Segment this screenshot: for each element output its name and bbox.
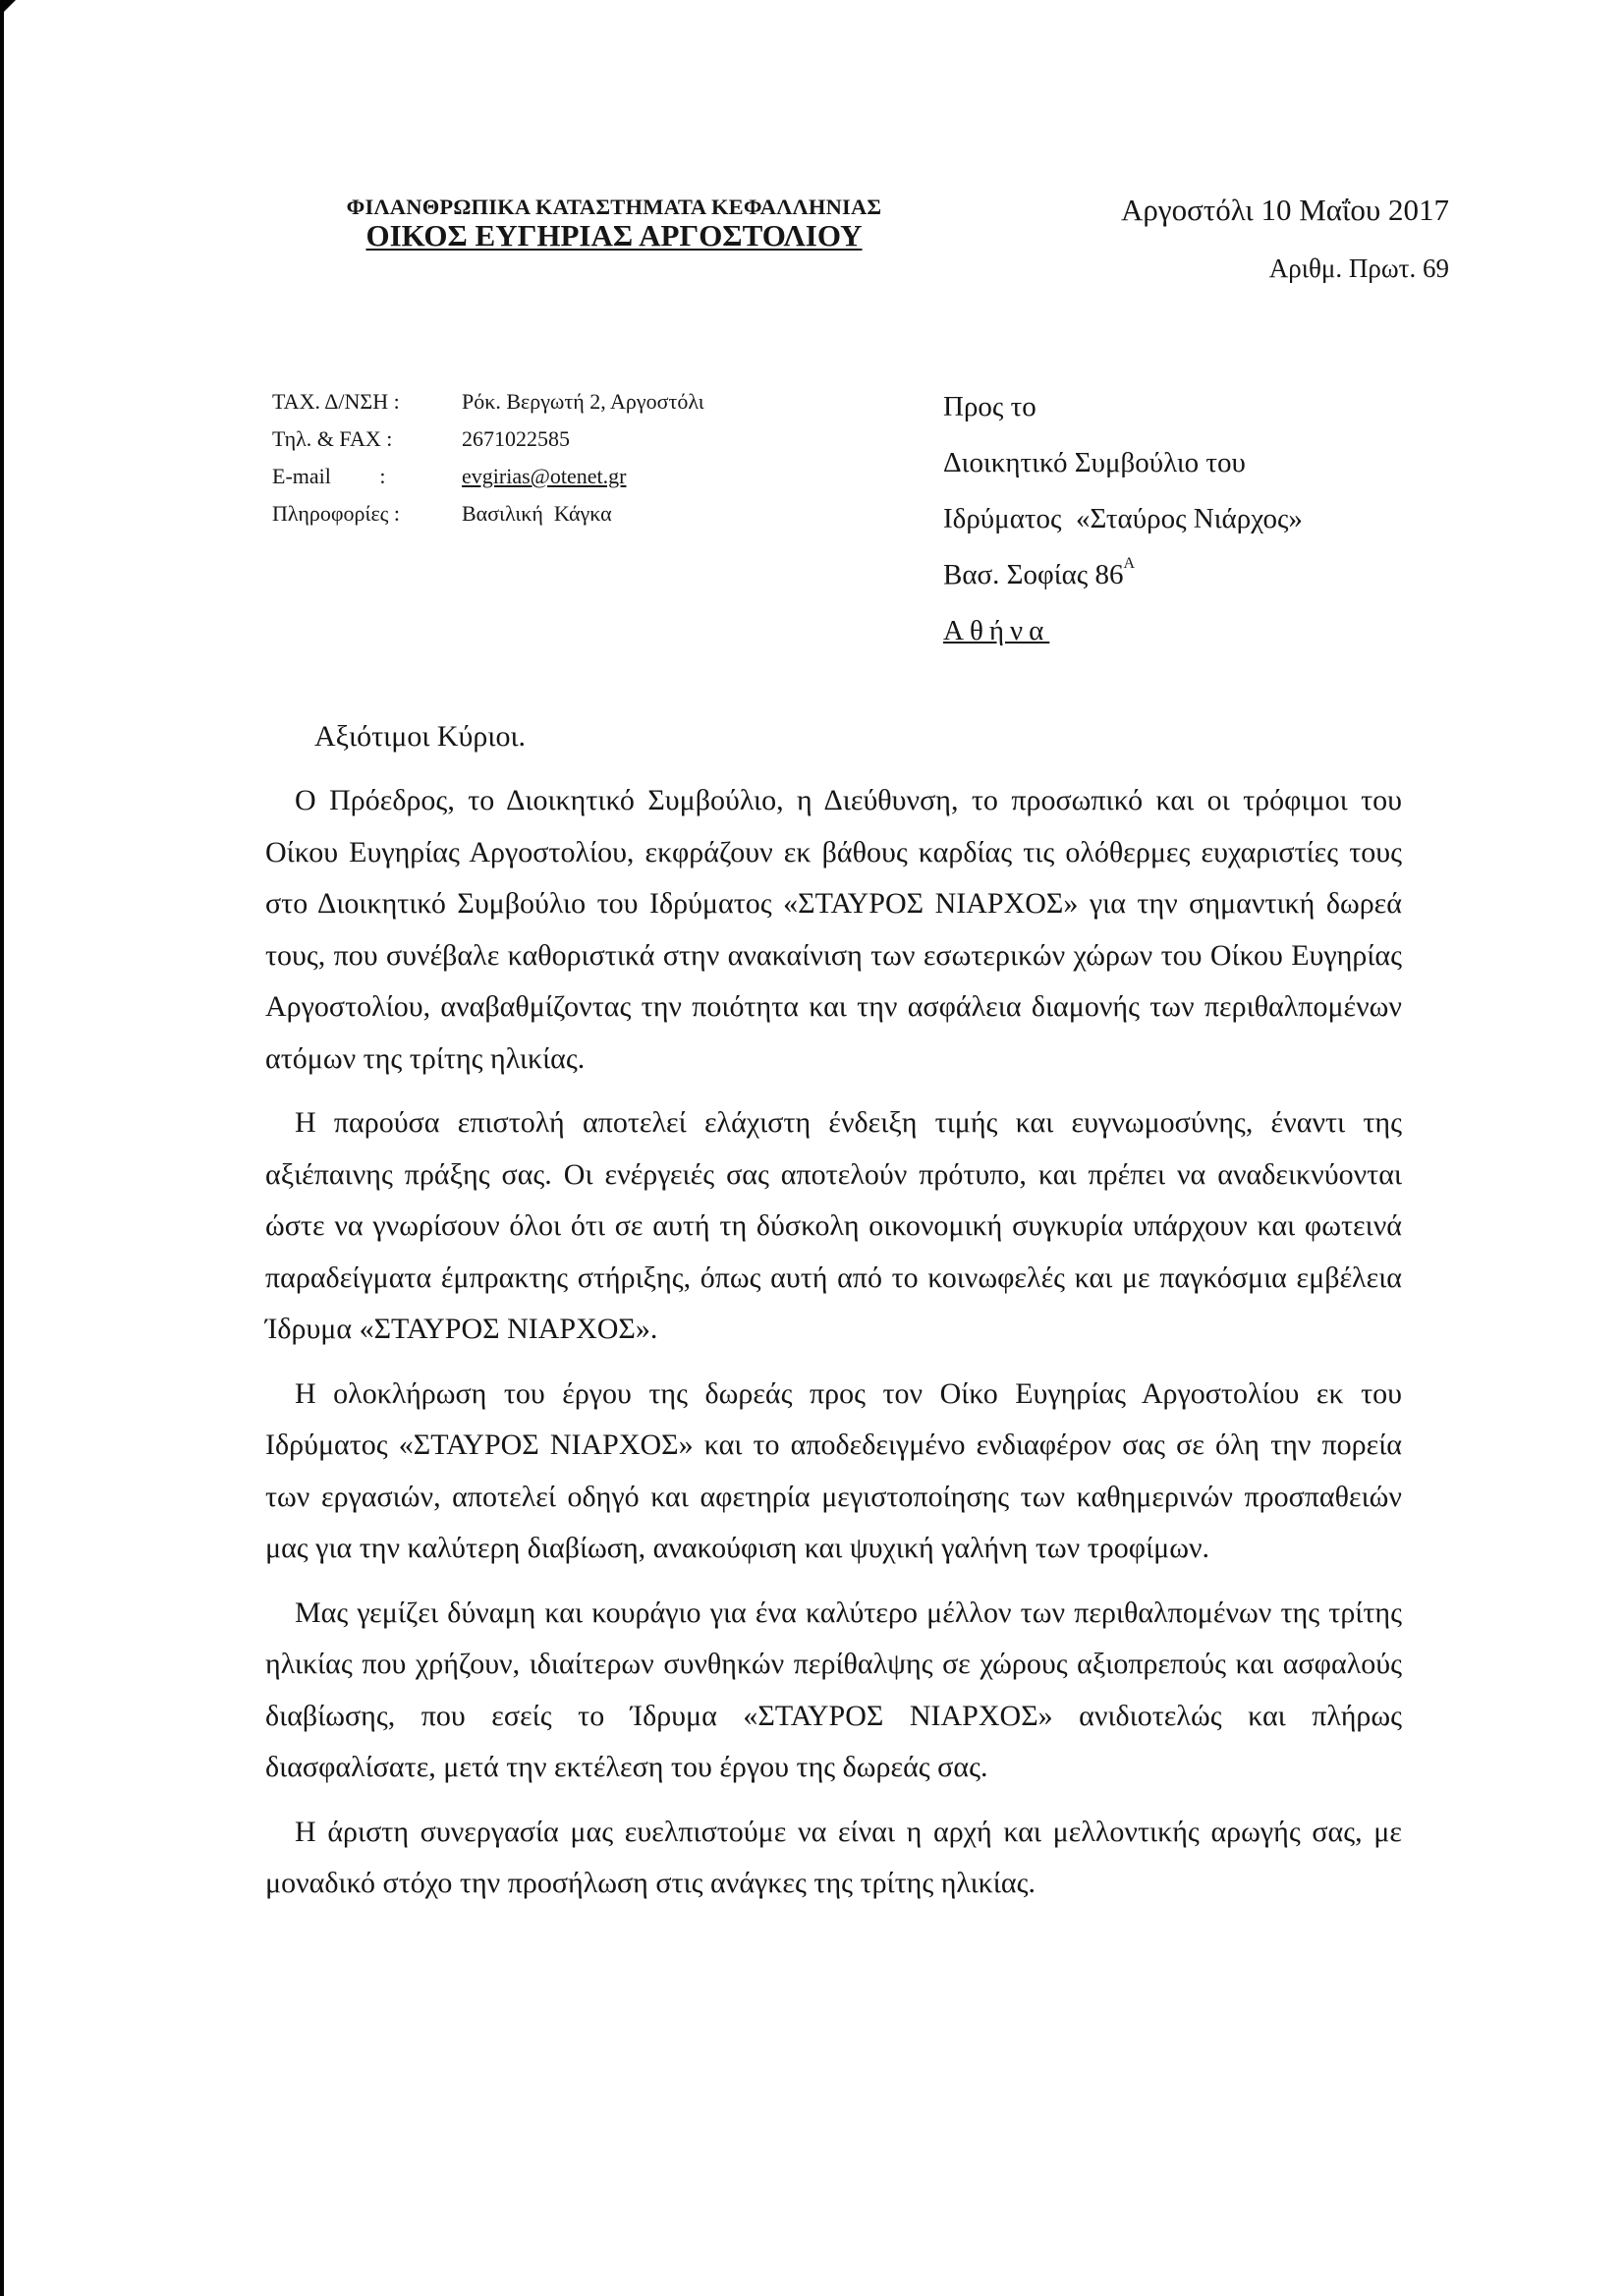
- sender-contact-block: [272, 389, 704, 538]
- scan-border-edge: [0, 0, 4, 2296]
- contact-row-address: [272, 389, 704, 426]
- contact-row-phone: [272, 426, 704, 464]
- contact-value: 2671022585: [462, 426, 570, 451]
- contact-label: ΤΑΧ. Δ/ΝΣΗ :: [272, 389, 400, 414]
- body-paragraph: Η παρούσα επιστολή αποτελεί ελάχιστη ένδειξη τιμής και ευγνωμοσύνης, έναντι της αξιέπαινης πράξης σας. Οι ενέργειές σας αποτελούν πρότυπο, και πρέπει να αναδεικνύονται ώστε να γνωρίσουν όλοι ότι σε αυτή τη δύσκολη οικονομική συγκυρία υπάρχουν και φωτεινά παραδείγματα έμπρακτης στήριξης, όπως αυτή από το κοινωφελές και με παγκόσμια εμβέλεια Ίδρυμα «ΣΤΑΥΡΟΣ ΝΙΑΡΧΟΣ».: [265, 1106, 1402, 1345]
- contact-row-email: [272, 464, 704, 501]
- recipient-block: [943, 391, 1303, 671]
- recipient-city-row: [943, 615, 1303, 671]
- institution-name: [275, 218, 953, 253]
- institution-name-text: ΟΙΚΟΣ ΕΥΓΗΡΙΑΣ ΑΡΓΟΣΤΟΛΙΟΥ: [365, 218, 863, 252]
- recipient-line: Προς το: [943, 391, 1036, 422]
- contact-value: Ρόκ. Βεργωτή 2, Αργοστόλι: [462, 389, 704, 414]
- salutation: Αξιότιμοι Κύριοι.: [314, 720, 527, 753]
- recipient-line: Διοικητικό Συμβούλιο του: [943, 447, 1246, 478]
- contact-label: Τηλ. & FAX :: [272, 426, 393, 451]
- body-paragraph: Η ολοκλήρωση του έργου της δωρεάς προς τον Οίκο Ευγηρίας Αργοστολίου εκ του Ιδρύματος «ΣΤΑΥΡΟΣ ΝΙΑΡΧΟΣ» και το αποδεδειγμένο ενδιαφέρον σας σε όλη την πορεία των εργασιών, αποτελεί οδηγό και αφετηρία μεγιστοποίησης των καθημερινών προσπαθειών μας για την καλύτερη διαβίωση, ανακούφιση και ψυχική γαλήνη των τροφίμων.: [265, 1376, 1402, 1564]
- organization-name: ΦΙΛΑΝΘΡΩΠΙΚΑ ΚΑΤΑΣΤΗΜΑΤΑ ΚΕΦΑΛΛΗΝΙΑΣ: [346, 195, 882, 219]
- letter-body: [265, 775, 1402, 1923]
- body-paragraph: Μας γεμίζει δύναμη και κουράγιο για ένα καλύτερο μέλλον των περιθαλπομένων της τρίτης ηλικίας που χρήζουν, ιδιαίτερων συνθηκών περίθαλψης σε χώρους αξιοπρεπούς και ασφαλούς διαβίωσης, που εσείς το Ίδρυμα «ΣΤΑΥΡΟΣ ΝΙΑΡΧΟΣ» ανιδιοτελώς και πλήρως διασφαλίσατε, μετά την εκτέλεση του έργου της δωρεάς σας.: [265, 1596, 1402, 1783]
- contact-value: Βασιλική Κάγκα: [462, 501, 612, 526]
- contact-row-info: [272, 501, 704, 538]
- recipient-street-sup: Α: [1123, 555, 1136, 572]
- email-link[interactable]: evgirias@otenet.gr: [462, 464, 627, 488]
- contact-label: E-mail :: [272, 464, 386, 488]
- place-date: Αργοστόλι 10 Μαΐου 2017: [1121, 193, 1449, 227]
- scan-border-corner: [0, 0, 16, 16]
- recipient-line: Ιδρύματος «Σταύρος Νιάρχος»: [943, 503, 1303, 534]
- body-paragraph: Η άριστη συνεργασία μας ευελπιστούμε να είναι η αρχή και μελλοντικής αρωγής σας, με μοναδικό στόχο την προσήλωση στις ανάγκες της τρίτης ηλικίας.: [265, 1815, 1402, 1899]
- recipient-street: [943, 555, 1303, 615]
- recipient-street-text: Βασ. Σοφίας 86: [943, 559, 1124, 590]
- recipient-city: Αθήνα: [943, 615, 1050, 646]
- contact-label: Πληροφορίες :: [272, 501, 401, 526]
- body-paragraph: Ο Πρόεδρος, το Διοικητικό Συμβούλιο, η Διεύθυνση, το προσωπικό και οι τρόφιμοι του Οίκου Ευγηρίας Αργοστολίου, εκφράζουν εκ βάθους καρδίας τις ολόθερμες ευχαριστίες τους στο Διοικητικό Συμβούλιο του Ιδρύματος «ΣΤΑΥΡΟΣ ΝΙΑΡΧΟΣ» για την σημαντική δωρεά τους, που συνέβαλε καθοριστικά στην ανακαίνιση των εσωτερικών χώρων του Οίκου Ευγηρίας Αργοστολίου, αναβαθμίζοντας την ποιότητα και την ασφάλεια διαμονής των περιθαλπομένων ατόμων της τρίτης ηλικίας.: [265, 784, 1402, 1075]
- protocol-number: Αριθμ. Πρωτ. 69: [1268, 253, 1449, 283]
